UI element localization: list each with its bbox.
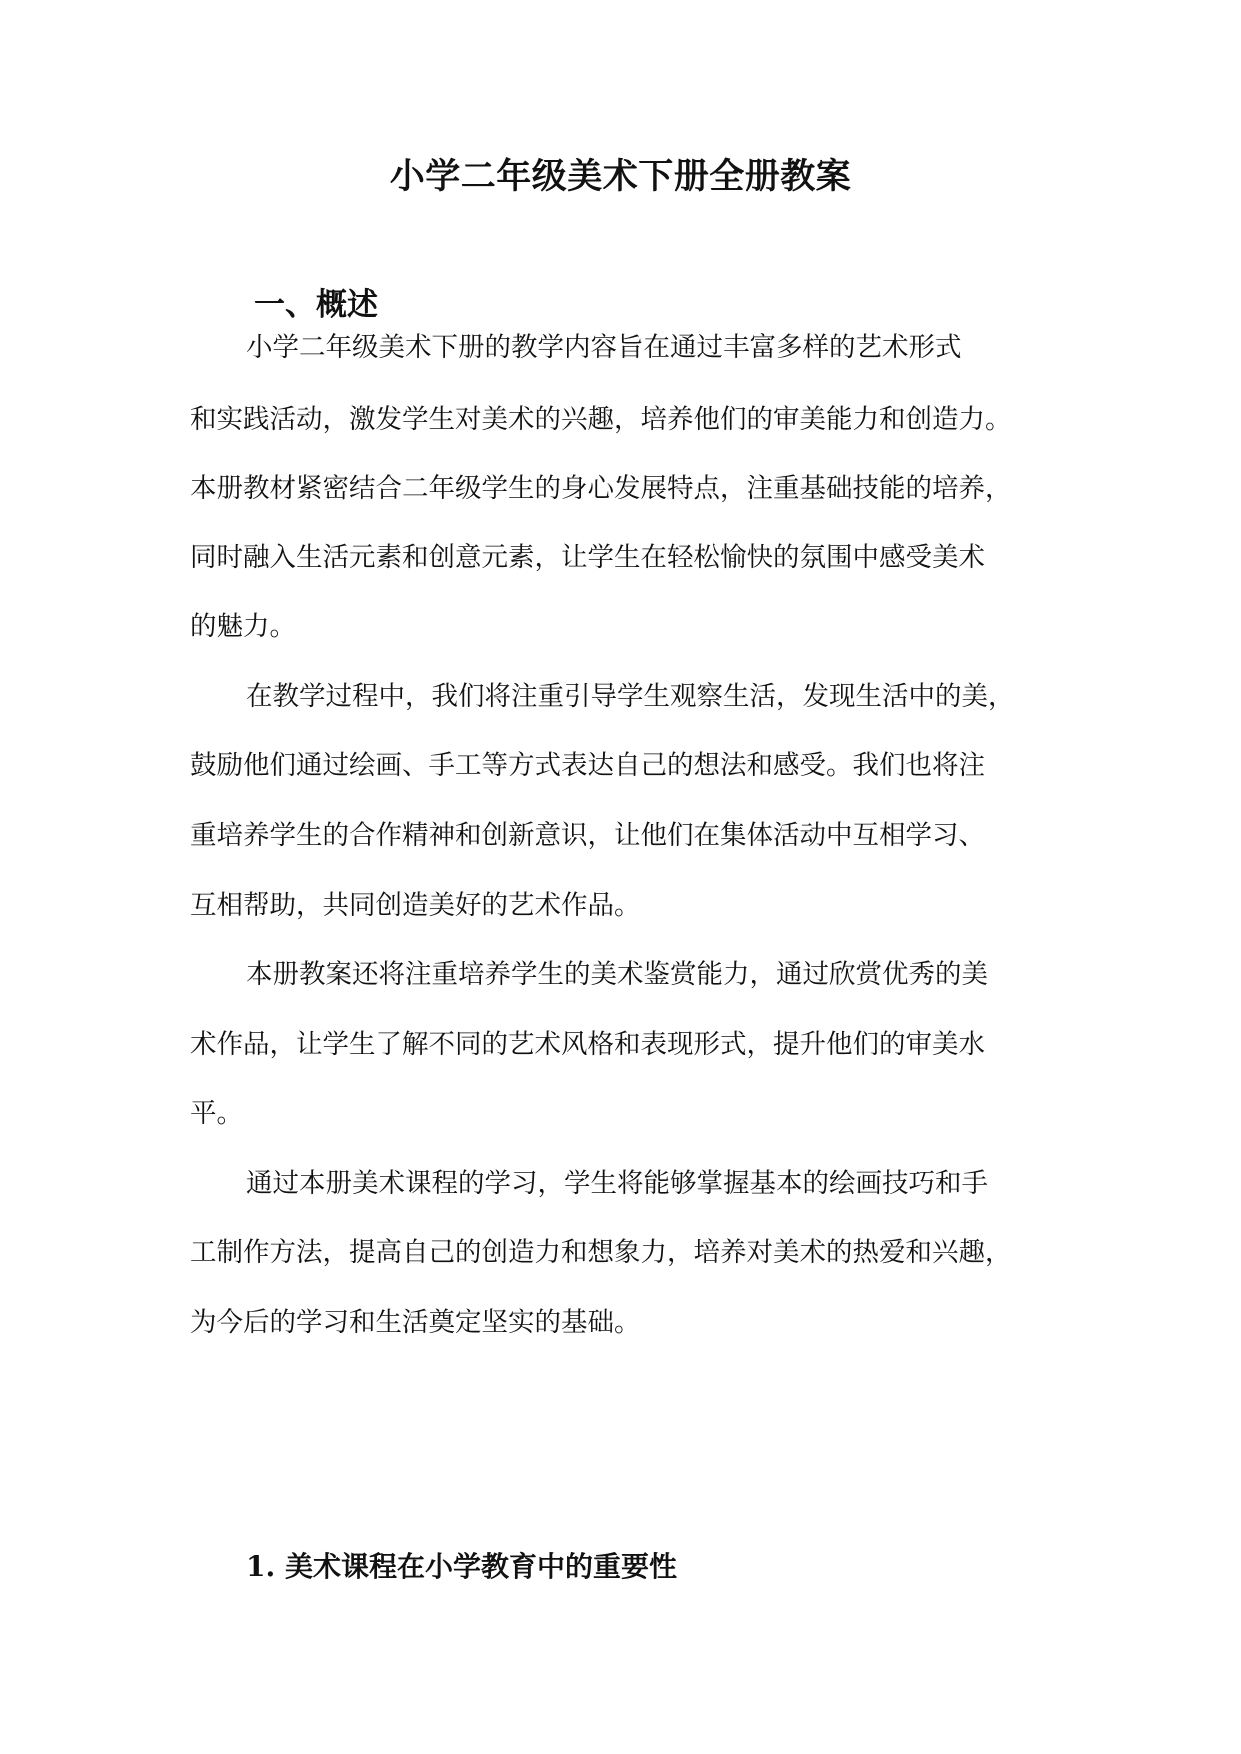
paragraph-line: 通过本册美术课程的学习，学生将能够掌握基本的绘画技巧和手: [246, 1168, 988, 1199]
paragraph-line: 小学二年级美术下册的教学内容旨在通过丰富多样的艺术形式: [246, 332, 962, 363]
paragraph-line: 在教学过程中，我们将注重引导学生观察生活，发现生活中的美，: [246, 681, 1015, 712]
paragraph-line: 的魅力。: [190, 611, 296, 642]
paragraph-line: 互相帮助，共同创造美好的艺术作品。: [190, 890, 641, 921]
paragraph-line: 为今后的学习和生活奠定坚实的基础。: [190, 1307, 641, 1338]
document-title: 小学二年级美术下册全册教案: [389, 156, 852, 197]
paragraph-line: 鼓励他们通过绘画、手工等方式表达自己的想法和感受。我们也将注: [190, 750, 985, 781]
paragraph-line: 平。: [190, 1098, 243, 1129]
paragraph-line: 本册教案还将注重培养学生的美术鉴赏能力，通过欣赏优秀的美: [246, 959, 988, 990]
paragraph-line: 重培养学生的合作精神和创新意识，让他们在集体活动中互相学习、: [190, 820, 985, 851]
paragraph-line: 和实践活动，激发学生对美术的兴趣，培养他们的审美能力和创造力。: [190, 404, 1012, 435]
section-heading-overview: 一、概述: [254, 287, 378, 323]
paragraph-line: 工制作方法，提高自己的创造力和想象力，培养对美术的热爱和兴趣，: [190, 1237, 1012, 1268]
paragraph-line: 术作品，让学生了解不同的艺术风格和表现形式，提升他们的审美水: [190, 1029, 985, 1060]
paragraph-line: 本册教材紧密结合二年级学生的身心发展特点，注重基础技能的培养，: [190, 473, 1012, 504]
paragraph-line: 同时融入生活元素和创意元素，让学生在轻松愉快的氛围中感受美术: [190, 542, 985, 573]
subheading-importance: 1. 美术课程在小学教育中的重要性: [246, 1550, 677, 1583]
